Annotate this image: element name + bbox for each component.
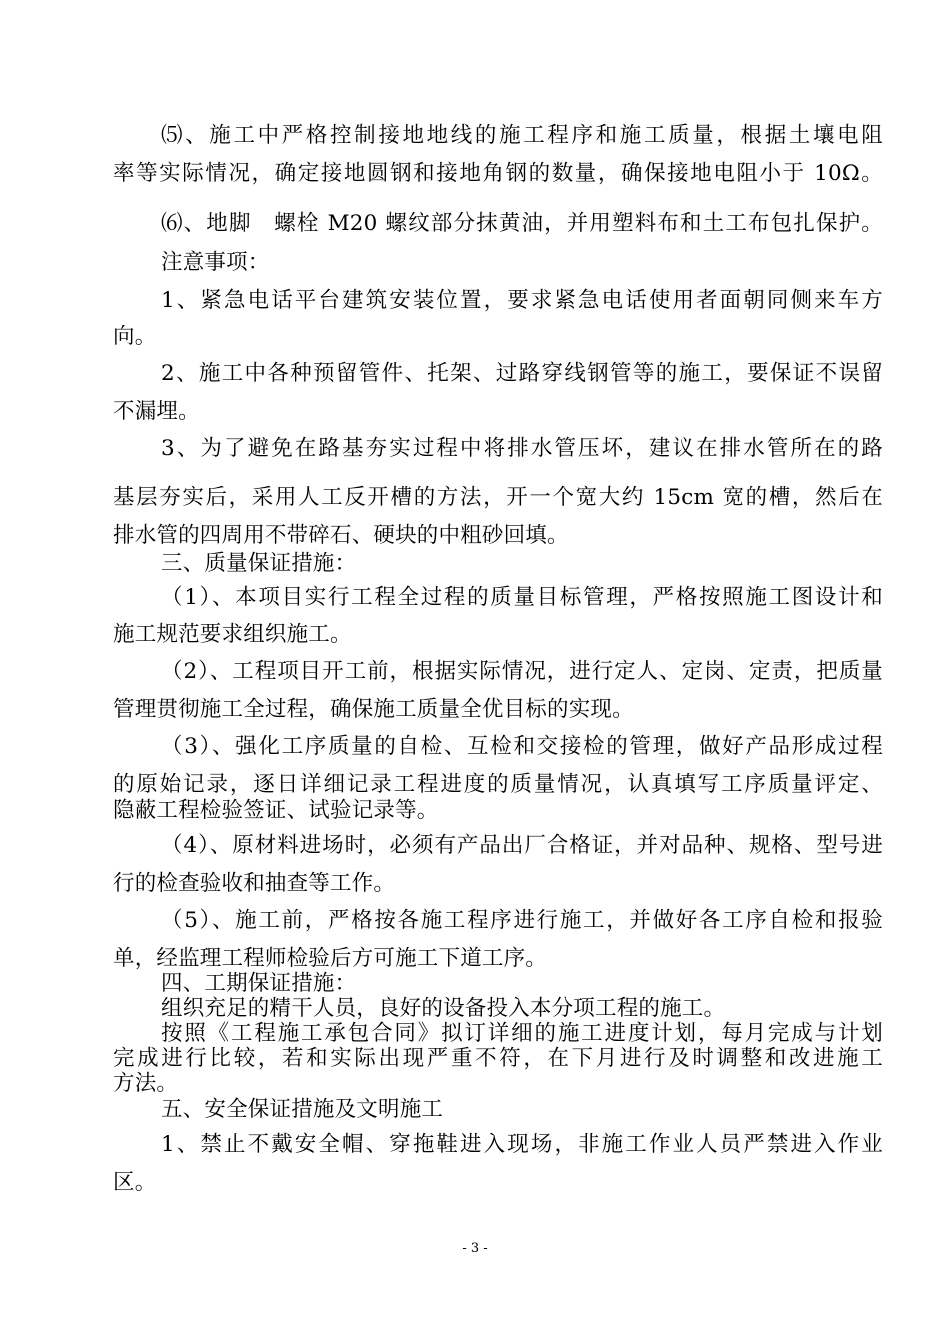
text-line: （2）、工程项目开工前，根据实际情况，进行定人、定岗、定责，把质量 bbox=[161, 659, 883, 684]
section-heading: 五、安全保证措施及文明施工 bbox=[161, 1097, 444, 1122]
text-line: ⑹、地脚 螺栓 M20 螺纹部分抹黄油，并用塑料布和土工布包扎保护。 bbox=[161, 211, 883, 236]
text-line: 方法。 bbox=[113, 1071, 179, 1096]
text-line: 注意事项： bbox=[161, 250, 270, 275]
page-number: - 3 - bbox=[462, 1241, 488, 1256]
text-line: 按照《工程施工承包合同》拟订详细的施工进度计划，每月完成与计划 bbox=[161, 1021, 883, 1046]
text-line: 隐蔽工程检验签证、试验记录等。 bbox=[113, 798, 439, 823]
text-line: （5）、施工前，严格按各施工程序进行施工，并做好各工序自检和报验 bbox=[161, 908, 883, 933]
text-line: 率等实际情况，确定接地圆钢和接地角钢的数量，确保接地电阻小于 10Ω。 bbox=[113, 161, 883, 186]
text-line: （1）、本项目实行工程全过程的质量目标管理，严格按照施工图设计和 bbox=[161, 585, 883, 610]
text-line: 的原始记录，逐日详细记录工程进度的质量情况，认真填写工序质量评定、 bbox=[113, 772, 883, 797]
text-line: 3、为了避免在路基夯实过程中将排水管压坏，建议在排水管所在的路 bbox=[161, 436, 883, 461]
text-line: 区。 bbox=[113, 1170, 157, 1195]
text-line: 施工规范要求组织施工。 bbox=[113, 622, 352, 647]
text-line: 2、施工中各种预留管件、托架、过路穿线钢管等的施工，要保证不误留 bbox=[161, 361, 883, 386]
text-line: 完成进行比较，若和实际出现严重不符，在下月进行及时调整和改进施工 bbox=[113, 1046, 883, 1071]
text-line: 基层夯实后，采用人工反开槽的方法，开一个宽大约 15cm 宽的槽，然后在 bbox=[113, 485, 883, 510]
section-heading: 四、工期保证措施： bbox=[161, 971, 357, 996]
text-line: （3）、强化工序质量的自检、互检和交接检的管理，做好产品形成过程 bbox=[161, 734, 883, 759]
text-line: （4）、原材料进场时，必须有产品出厂合格证，并对品种、规格、型号进 bbox=[161, 833, 883, 858]
text-line: 向。 bbox=[113, 324, 157, 349]
text-line: 行的检查验收和抽查等工作。 bbox=[113, 871, 396, 896]
text-line: 1、禁止不戴安全帽、穿拖鞋进入现场，非施工作业人员严禁进入作业 bbox=[161, 1132, 883, 1157]
text-line: 排水管的四周用不带碎石、硬块的中粗砂回填。 bbox=[113, 523, 569, 548]
section-heading: 三、质量保证措施： bbox=[161, 551, 357, 576]
text-line: 组织充足的精干人员，良好的设备投入本分项工程的施工。 bbox=[161, 996, 726, 1021]
text-line: 单，经监理工程师检验后方可施工下道工序。 bbox=[113, 946, 548, 971]
text-line: 管理贯彻施工全过程，确保施工质量全优目标的实现。 bbox=[113, 697, 634, 722]
text-line: ⑸、施工中严格控制接地地线的施工程序和施工质量，根据土壤电阻 bbox=[161, 123, 883, 148]
text-line: 1、紧急电话平台建筑安装位置，要求紧急电话使用者面朝同侧来车方 bbox=[161, 288, 883, 313]
text-line: 不漏埋。 bbox=[113, 399, 200, 424]
